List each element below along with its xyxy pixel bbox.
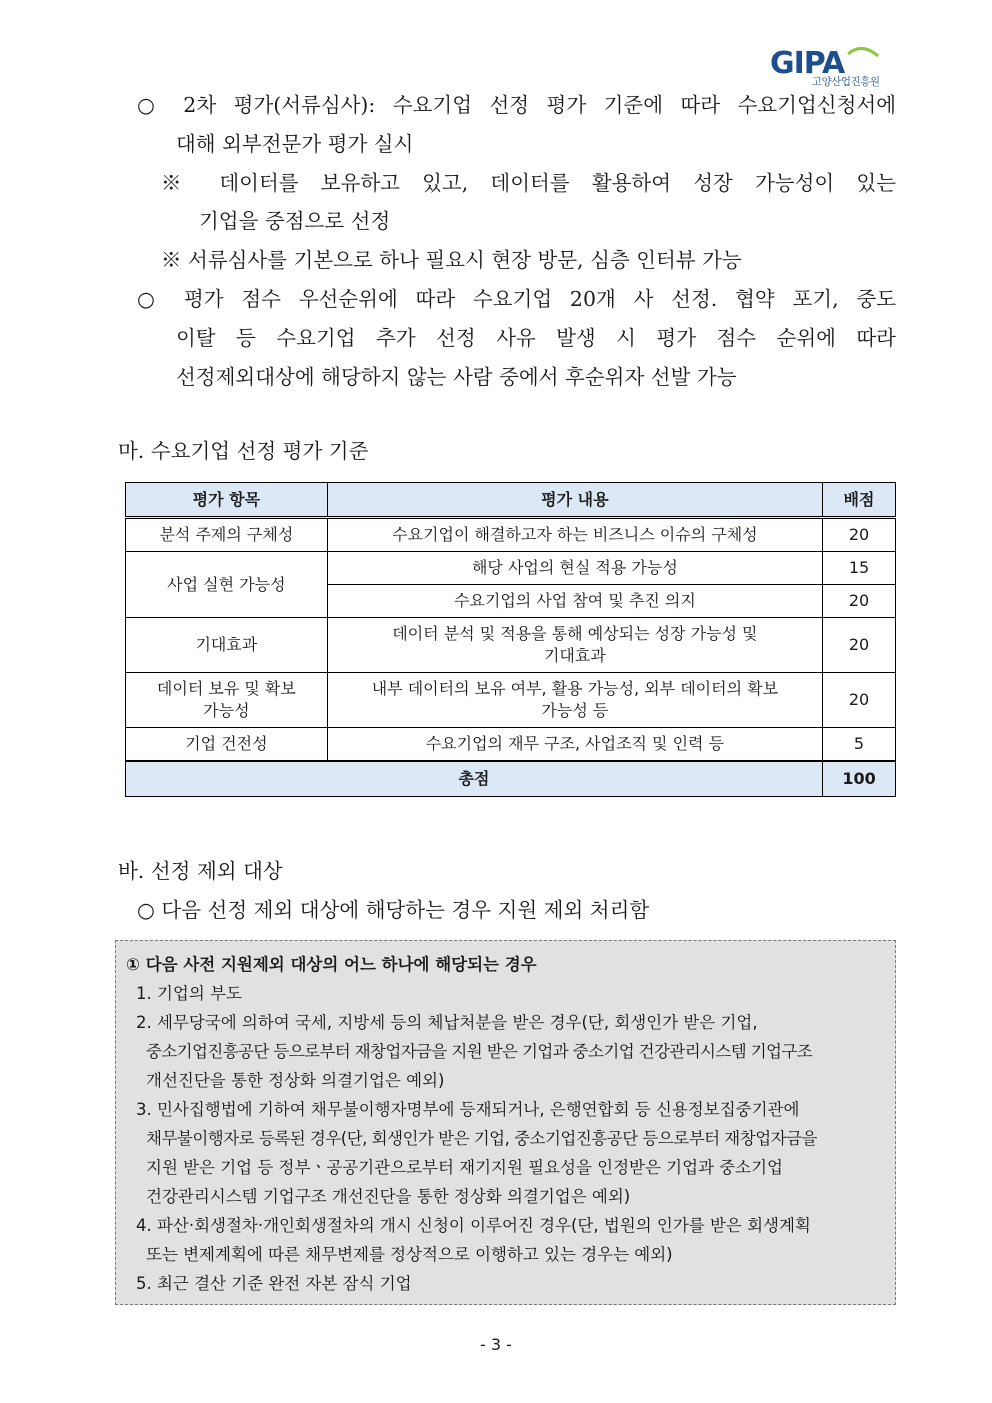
row-content-line-1: 데이터 분석 및 적용을 통해 예상되는 성장 가능성 및	[392, 624, 758, 643]
section-ma-title: 마. 수요기업 선정 평가 기준	[118, 439, 369, 463]
body-line-8: 선정제외대상에 해당하지 않는 사람 중에서 후순위자 선발 가능	[176, 365, 737, 389]
total-score: 100	[823, 761, 896, 797]
table-header-row	[126, 483, 896, 518]
body-line-7: 이탈 등 수요기업 추가 선정 사유 발생 시 평가 점수 순위에 따라	[176, 326, 896, 350]
header-score: 배점	[823, 483, 896, 518]
box-line: 지원 받은 기업 등 정부ㆍ공공기관으로부터 재기지원 필요성을 인정받은 기업과 중소기업	[146, 1158, 783, 1177]
row-item: 기대효과	[126, 618, 328, 673]
total-label: 총점	[126, 761, 823, 797]
box-heading: ① 다음 사전 지원제외 대상의 어느 하나에 해당되는 경우	[126, 955, 537, 974]
table-row	[126, 728, 896, 762]
header-content: 평가 내용	[327, 483, 822, 518]
evaluation-criteria-table	[125, 482, 896, 797]
logo-org-name: 고양산업진흥원	[812, 76, 880, 88]
table-row	[126, 552, 896, 585]
page-number: - 3 -	[480, 1335, 512, 1354]
row-score: 5	[823, 728, 896, 762]
box-line: 4. 파산·회생절차·개인회생절차의 개시 신청이 이루어진 경우(단, 법원의 인가를 받은 회생계획	[136, 1216, 811, 1235]
row-score: 20	[823, 518, 896, 552]
box-line: 또는 변제계획에 따른 채무변제를 정상적으로 이행하고 있는 경우는 예외)	[146, 1245, 673, 1264]
table-row	[126, 518, 896, 552]
row-content-line-2: 가능성 등	[541, 701, 609, 720]
box-line: 5. 최근 결산 기준 완전 자본 잠식 기업	[136, 1274, 412, 1293]
box-line: 2. 세무당국에 의하여 국세, 지방세 등의 체납처분을 받은 경우(단, 회생인가 받은 기업,	[136, 1013, 758, 1032]
section-ba-intro: ○ 다음 선정 제외 대상에 해당하는 경우 지원 제외 처리함	[137, 898, 650, 922]
box-line: 중소기업진흥공단 등으로부터 재창업자금을 지원 받은 기업과 중소기업 건강관리시스템 기업구조	[146, 1042, 813, 1061]
body-line-3: ※ 데이터를 보유하고 있고, 데이터를 활용하여 성장 가능성이 있는	[161, 171, 896, 195]
row-content: 해당 사업의 현실 적용 가능성	[327, 552, 822, 585]
table-row	[126, 673, 896, 728]
gipa-logo	[770, 46, 900, 88]
row-item: 사업 실현 가능성	[126, 552, 328, 618]
gipa-logo-mark	[770, 46, 900, 76]
row-item	[126, 673, 328, 728]
body-line-1: ○ 2차 평가(서류심사): 수요기업 선정 평가 기준에 따라 수요기업신청서에	[137, 93, 896, 117]
row-content: 수요기업이 해결하고자 하는 비즈니스 이슈의 구체성	[327, 518, 822, 552]
body-line-6: ○ 평가 점수 우선순위에 따라 수요기업 20개 사 선정. 협약 포기, 중도	[137, 287, 896, 311]
box-line: 3. 민사집행법에 기하여 채무불이행자명부에 등재되거나, 은행연합회 등 신용정보집중기관에	[136, 1100, 800, 1119]
row-content	[327, 673, 822, 728]
row-content-line-1: 내부 데이터의 보유 여부, 활용 가능성, 외부 데이터의 확보	[371, 679, 779, 698]
row-item: 기업 건전성	[126, 728, 328, 762]
box-line: 건강관리시스템 기업구조 개선진단을 통한 정상화 의결기업은 예외)	[146, 1187, 631, 1206]
svg-text:GIPA: GIPA	[770, 46, 845, 76]
body-line-4: 기업을 중점으로 선정	[199, 209, 391, 233]
row-item-line-2: 가능성	[203, 701, 250, 720]
row-content: 수요기업의 사업 참여 및 추진 의지	[327, 585, 822, 618]
row-content	[327, 618, 822, 673]
row-score: 20	[823, 618, 896, 673]
box-line: 개선진단을 통한 정상화 의결기업은 예외)	[146, 1071, 445, 1090]
row-item: 분석 주제의 구체성	[126, 518, 328, 552]
section-ba-title: 바. 선정 제외 대상	[118, 859, 283, 883]
exclusion-criteria-box	[115, 940, 896, 1305]
body-line-2: 대해 외부전문가 평가 실시	[176, 132, 414, 156]
header-item: 평가 항목	[126, 483, 328, 518]
table-row	[126, 618, 896, 673]
body-line-5: ※ 서류심사를 기본으로 하나 필요시 현장 방문, 심층 인터뷰 가능	[161, 248, 742, 272]
box-line: 채무불이행자로 등록된 경우(단, 회생인가 받은 기업, 중소기업진흥공단 등으로부터 재창업자금을	[146, 1129, 817, 1148]
row-score: 15	[823, 552, 896, 585]
row-item-line-1: 데이터 보유 및 확보	[156, 679, 296, 698]
table-total-row	[126, 761, 896, 797]
row-content-line-2: 기대효과	[543, 646, 606, 665]
box-line: 1. 기업의 부도	[136, 984, 242, 1003]
row-content: 수요기업의 재무 구조, 사업조직 및 인력 등	[327, 728, 822, 762]
row-score: 20	[823, 585, 896, 618]
row-score: 20	[823, 673, 896, 728]
